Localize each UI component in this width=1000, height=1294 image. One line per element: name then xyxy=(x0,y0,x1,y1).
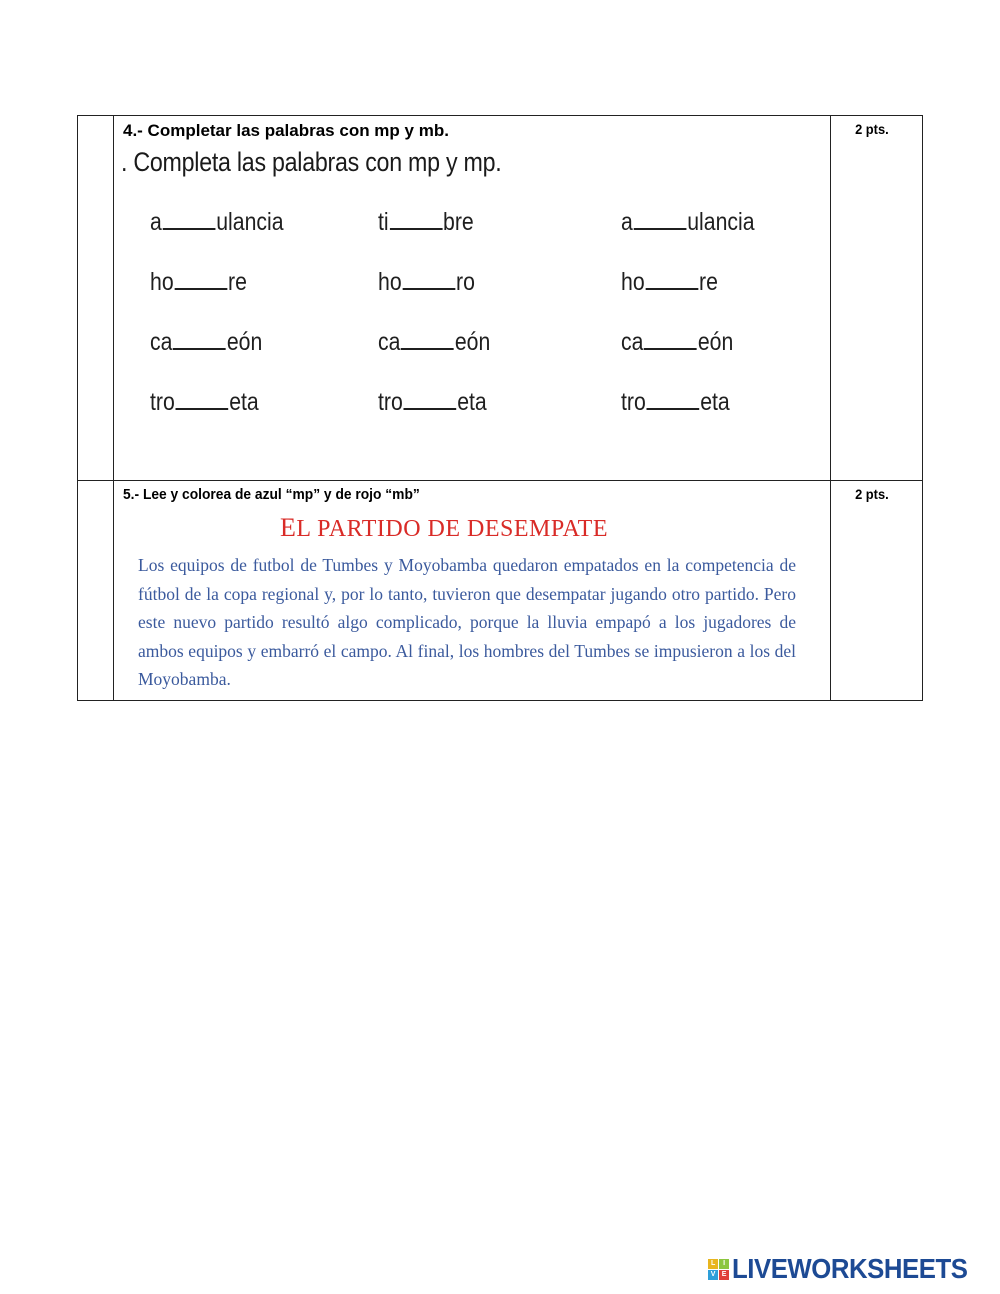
word-suffix: eta xyxy=(700,388,730,416)
word-blank-line xyxy=(389,206,442,230)
word-blank-item xyxy=(378,266,475,297)
word-prefix: ho xyxy=(621,268,645,296)
word-blank-item xyxy=(621,326,733,357)
word-blank-line xyxy=(174,266,227,290)
number-cell xyxy=(78,116,114,481)
logo-mark-icon xyxy=(708,1259,729,1280)
logo-mark-square: L xyxy=(708,1259,718,1269)
word-prefix: tro xyxy=(378,388,403,416)
word-prefix: ho xyxy=(378,268,402,296)
word-suffix: eón xyxy=(697,328,734,356)
word-blank-item xyxy=(621,206,755,237)
word-blank-item xyxy=(150,206,284,237)
word-suffix: eta xyxy=(457,388,487,416)
word-suffix: ro xyxy=(456,268,475,296)
word-suffix: bre xyxy=(443,208,474,236)
word-blank-line xyxy=(163,206,216,230)
word-suffix: eta xyxy=(229,388,259,416)
word-suffix: eón xyxy=(454,328,491,356)
word-blank-item xyxy=(150,326,262,357)
word-blank-line xyxy=(402,266,455,290)
points-cell xyxy=(831,481,923,701)
word-blank-item xyxy=(621,266,718,297)
word-blank-line xyxy=(645,266,698,290)
word-suffix: ulancia xyxy=(216,208,284,236)
number-cell xyxy=(78,481,114,701)
word-blank-line xyxy=(404,386,457,410)
word-blank-item xyxy=(378,206,474,237)
question-content xyxy=(114,481,831,701)
question-title: 4.- Completar las palabras con mp y mb. xyxy=(123,121,449,140)
word-prefix: ti xyxy=(378,208,389,236)
word-prefix: tro xyxy=(621,388,646,416)
word-blank-item xyxy=(621,386,730,417)
exercise-heading: . Completa las palabras con mp y mp. xyxy=(121,147,502,177)
word-blank-line xyxy=(634,206,687,230)
word-suffix: re xyxy=(228,268,247,296)
word-blank-item xyxy=(378,386,487,417)
word-blank-line xyxy=(173,326,226,350)
word-prefix: a xyxy=(150,208,162,236)
points-label: 2 pts. xyxy=(855,121,889,137)
word-suffix: eón xyxy=(226,328,263,356)
word-suffix: ulancia xyxy=(687,208,755,236)
word-blank-line xyxy=(176,386,229,410)
logo-mark-square: V xyxy=(708,1270,718,1280)
word-blank-item xyxy=(378,326,490,357)
question-row-4 xyxy=(78,116,923,481)
word-blank-item xyxy=(150,266,247,297)
word-suffix: re xyxy=(699,268,718,296)
word-prefix: ca xyxy=(150,328,173,356)
logo-mark-square: E xyxy=(719,1270,729,1280)
word-prefix: tro xyxy=(150,388,175,416)
reading-title-initial: E xyxy=(280,513,297,542)
word-prefix: ca xyxy=(621,328,644,356)
word-prefix: ca xyxy=(378,328,401,356)
reading-text: Los equipos de futbol de Tumbes y Moyobamba quedaron empatados en la competencia de fútbol de la copa regional y, por lo tanto, tuvieron que desempatar jugando otro partido. Pero este nuevo partido resultó algo complicado, porque la lluvia empapó a los jugadores de ambos equipos y embarró el campo. Al final, los hombres del Tumbes se impusieron a los del Moyobamba. xyxy=(138,555,796,690)
word-blank-line xyxy=(647,386,700,410)
logo-text: LIVEWORKSHEETS xyxy=(732,1253,968,1284)
reading-title-rest: L PARTIDO DE DESEMPATE xyxy=(296,516,608,542)
word-blank-line xyxy=(644,326,697,350)
logo-mark-square: I xyxy=(719,1259,729,1269)
question-row-5 xyxy=(78,481,923,701)
worksheet-table xyxy=(77,115,923,701)
points-label: 2 pts. xyxy=(855,486,889,502)
word-blank-line xyxy=(401,326,454,350)
question-title: 5.- Lee y colorea de azul “mp” y de rojo “mb” xyxy=(123,486,420,503)
word-blank-item xyxy=(150,386,259,417)
points-cell xyxy=(831,116,923,481)
question-content xyxy=(114,116,831,481)
reading-title xyxy=(114,513,774,543)
word-prefix: a xyxy=(621,208,633,236)
exercise-image xyxy=(114,141,830,479)
word-prefix: ho xyxy=(150,268,174,296)
reading-image xyxy=(114,503,830,700)
liveworksheets-logo xyxy=(708,1254,988,1284)
